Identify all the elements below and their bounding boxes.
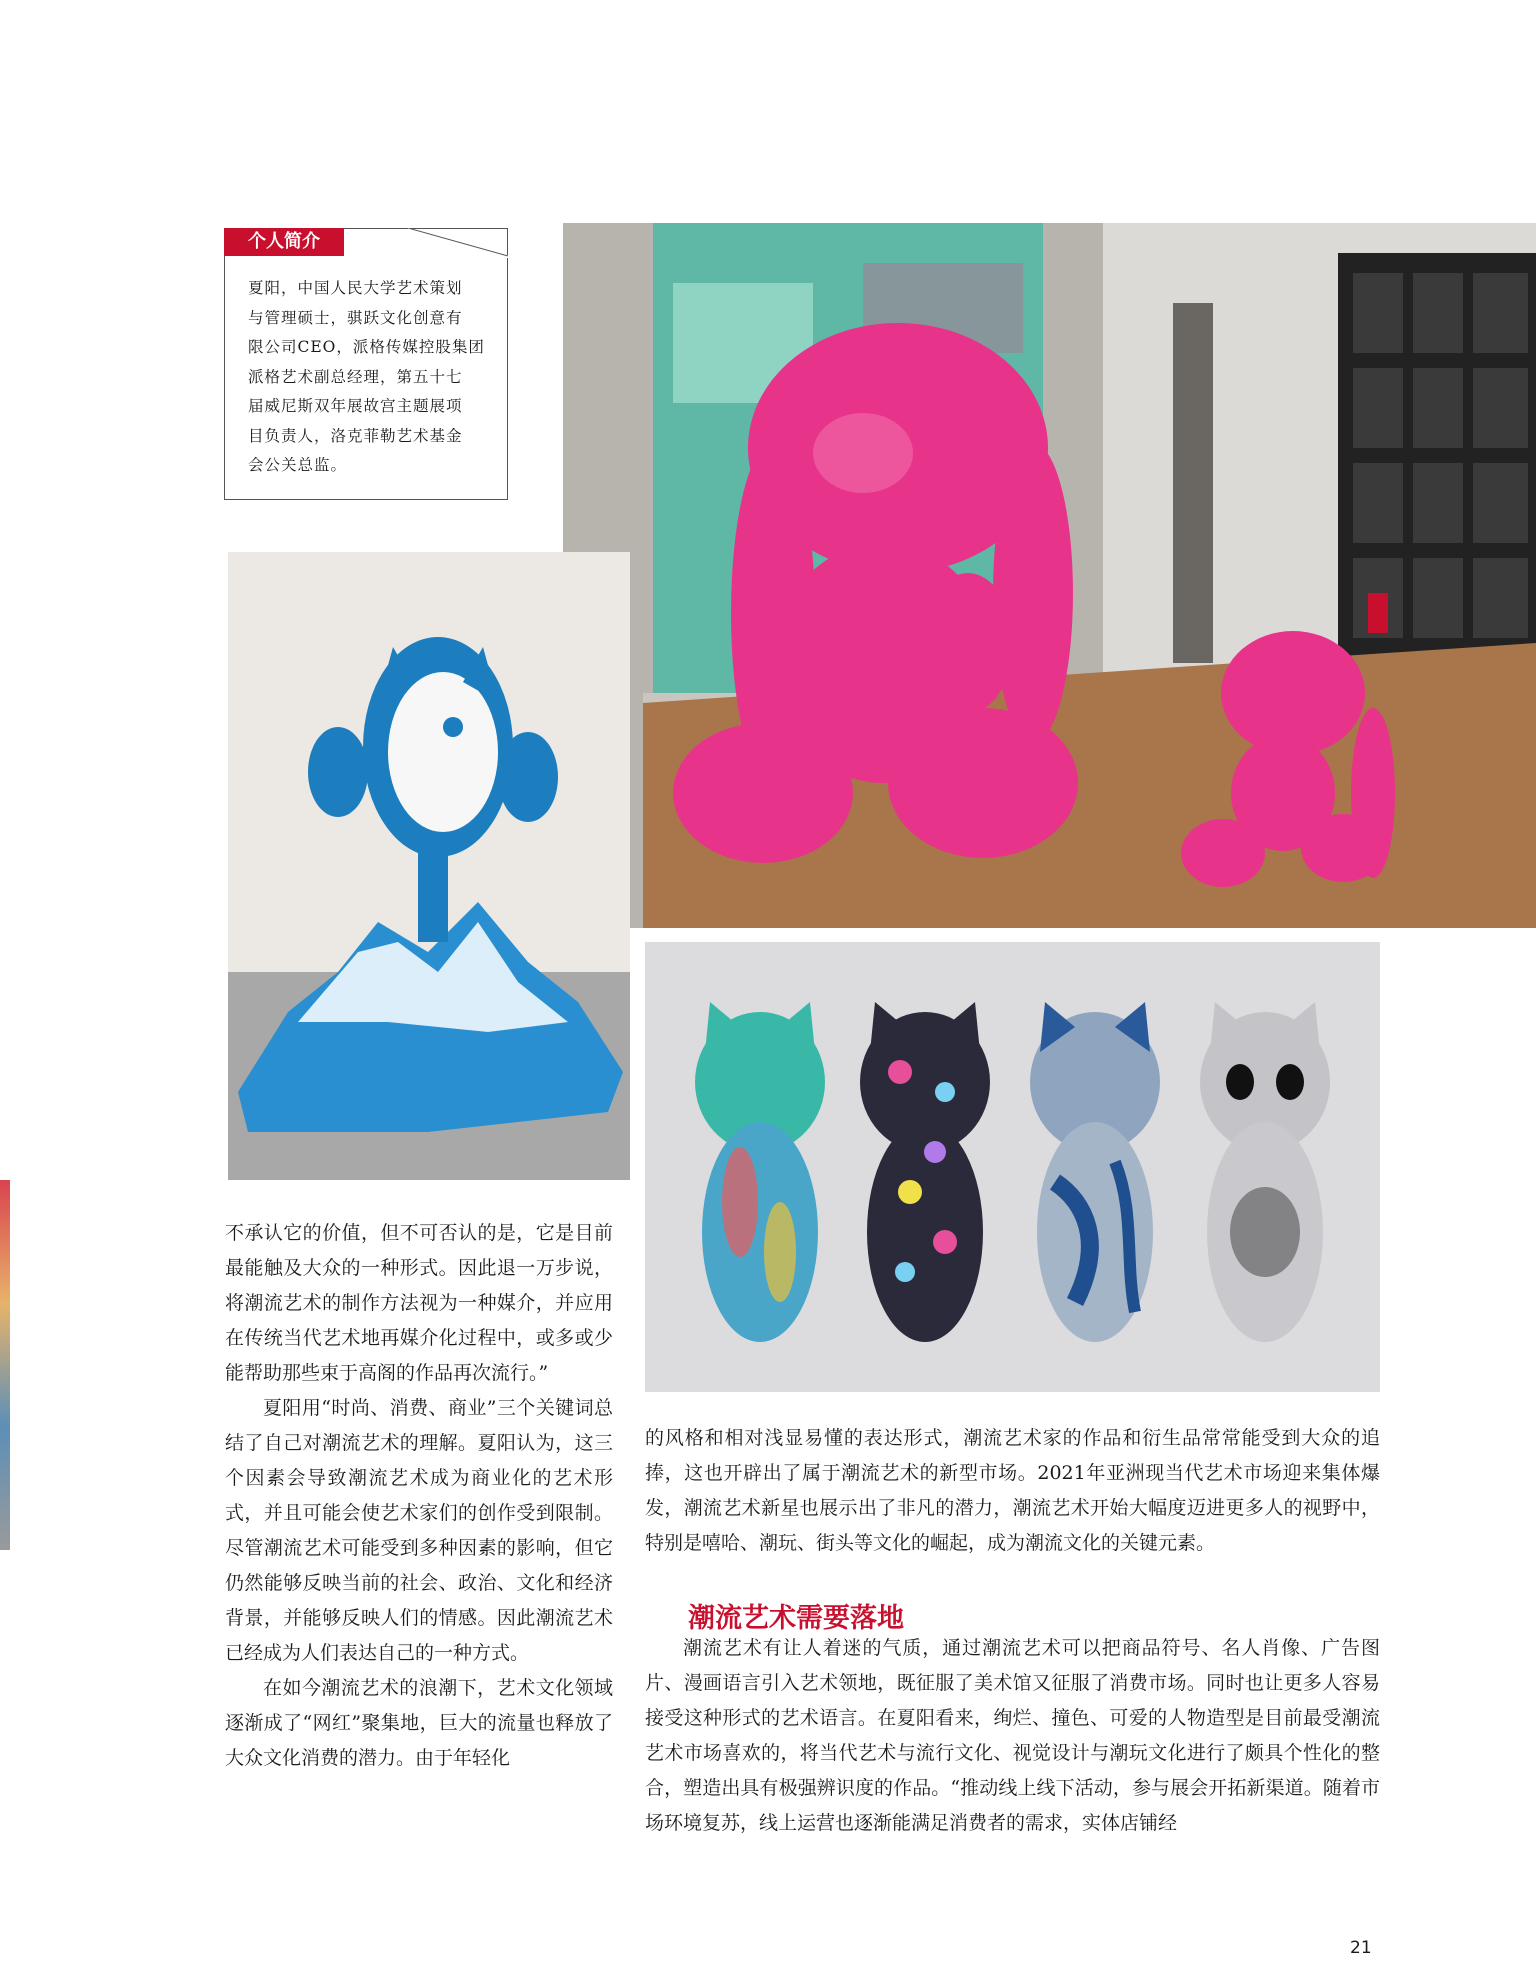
paragraph: 夏阳用“时尚、消费、商业”三个关键词总结了自己对潮流艺术的理解。夏阳认为，这三个因素会导致潮流艺术成为商业化的艺术形式，并且可能会使艺术家们的创作受到限制。尽管潮流艺术可能受到多种因素的影响，但它仍然能够反映当前的社会、政治、文化和经济背景，并能够反映人们的情感。因此潮流艺术已经成为人们表达自己的一种方式。 — [225, 1397, 613, 1664]
photo-blue-bird-sculpture — [228, 552, 630, 1180]
paragraph: 在如今潮流艺术的浪潮下，艺术文化领域逐渐成了“网红”聚集地，巨大的流量也释放了大众文化消费的潜力。由于年轻化 — [225, 1677, 613, 1769]
right-column-top — [645, 1421, 1380, 1561]
page-edge-bleed — [0, 1180, 10, 1550]
photo-pink-rabbit-sculptures — [563, 223, 1536, 928]
bio-line: 限公司CEO，派格传媒控股集团 — [248, 338, 485, 356]
section-heading: 潮流艺术需要落地 — [688, 1603, 904, 1634]
bio-line: 派格艺术副总经理，第五十七 — [248, 367, 463, 386]
bio-line: 届威尼斯双年展故宫主题展项 — [248, 397, 463, 415]
bio-text — [248, 274, 496, 481]
photo-four-painted-sculptures — [645, 942, 1380, 1392]
bio-tab-label: 个人简介 — [224, 228, 344, 256]
bio-line: 会公关总监。 — [248, 456, 348, 474]
paragraph: 的风格和相对浅显易懂的表达形式，潮流艺术家的作品和衍生品常常能受到大众的追捧，这也开辟出了属于潮流艺术的新型市场。2021年亚洲现当代艺术市场迎来集体爆发，潮流艺术新星也展示出了非凡的潜力，潮流艺术开始大幅度迈进更多人的视野中，特别是嘻哈、潮玩、街头等文化的崛起，成为潮流文化的关键元素。 — [645, 1427, 1380, 1554]
bio-box-corner-line — [408, 228, 518, 258]
right-column-bottom — [645, 1631, 1380, 1841]
bio-line: 夏阳，中国人民大学艺术策划 — [248, 279, 463, 297]
page-number: 21 — [1350, 1938, 1372, 1958]
bio-line: 与管理硕士，骐跃文化创意有 — [248, 308, 463, 327]
left-column — [225, 1216, 613, 1776]
paragraph: 潮流艺术有让人着迷的气质，通过潮流艺术可以把商品符号、名人肖像、广告图片、漫画语言引入艺术领地，既征服了美术馆又征服了消费市场。同时也让更多人容易接受这种形式的艺术语言。在夏阳看来，绚烂、撞色、可爱的人物造型是目前最受潮流艺术市场喜欢的，将当代艺术与流行文化、视觉设计与潮玩文化进行了颇具个性化的整合，塑造出具有极强辨识度的作品。“推动线上线下活动，参与展会开拓新渠道。随着市场环境复苏，线上运营也逐渐能满足消费者的需求，实体店铺经 — [645, 1637, 1380, 1834]
bio-line: 目负责人，洛克菲勒艺术基金 — [248, 426, 463, 445]
paragraph: 不承认它的价值，但不可否认的是，它是目前最能触及大众的一种形式。因此退一万步说，将潮流艺术的制作方法视为一种媒介，并应用在传统当代艺术地再媒介化过程中，或多或少能帮助那些束于高阁的作品再次流行。” — [225, 1222, 613, 1384]
